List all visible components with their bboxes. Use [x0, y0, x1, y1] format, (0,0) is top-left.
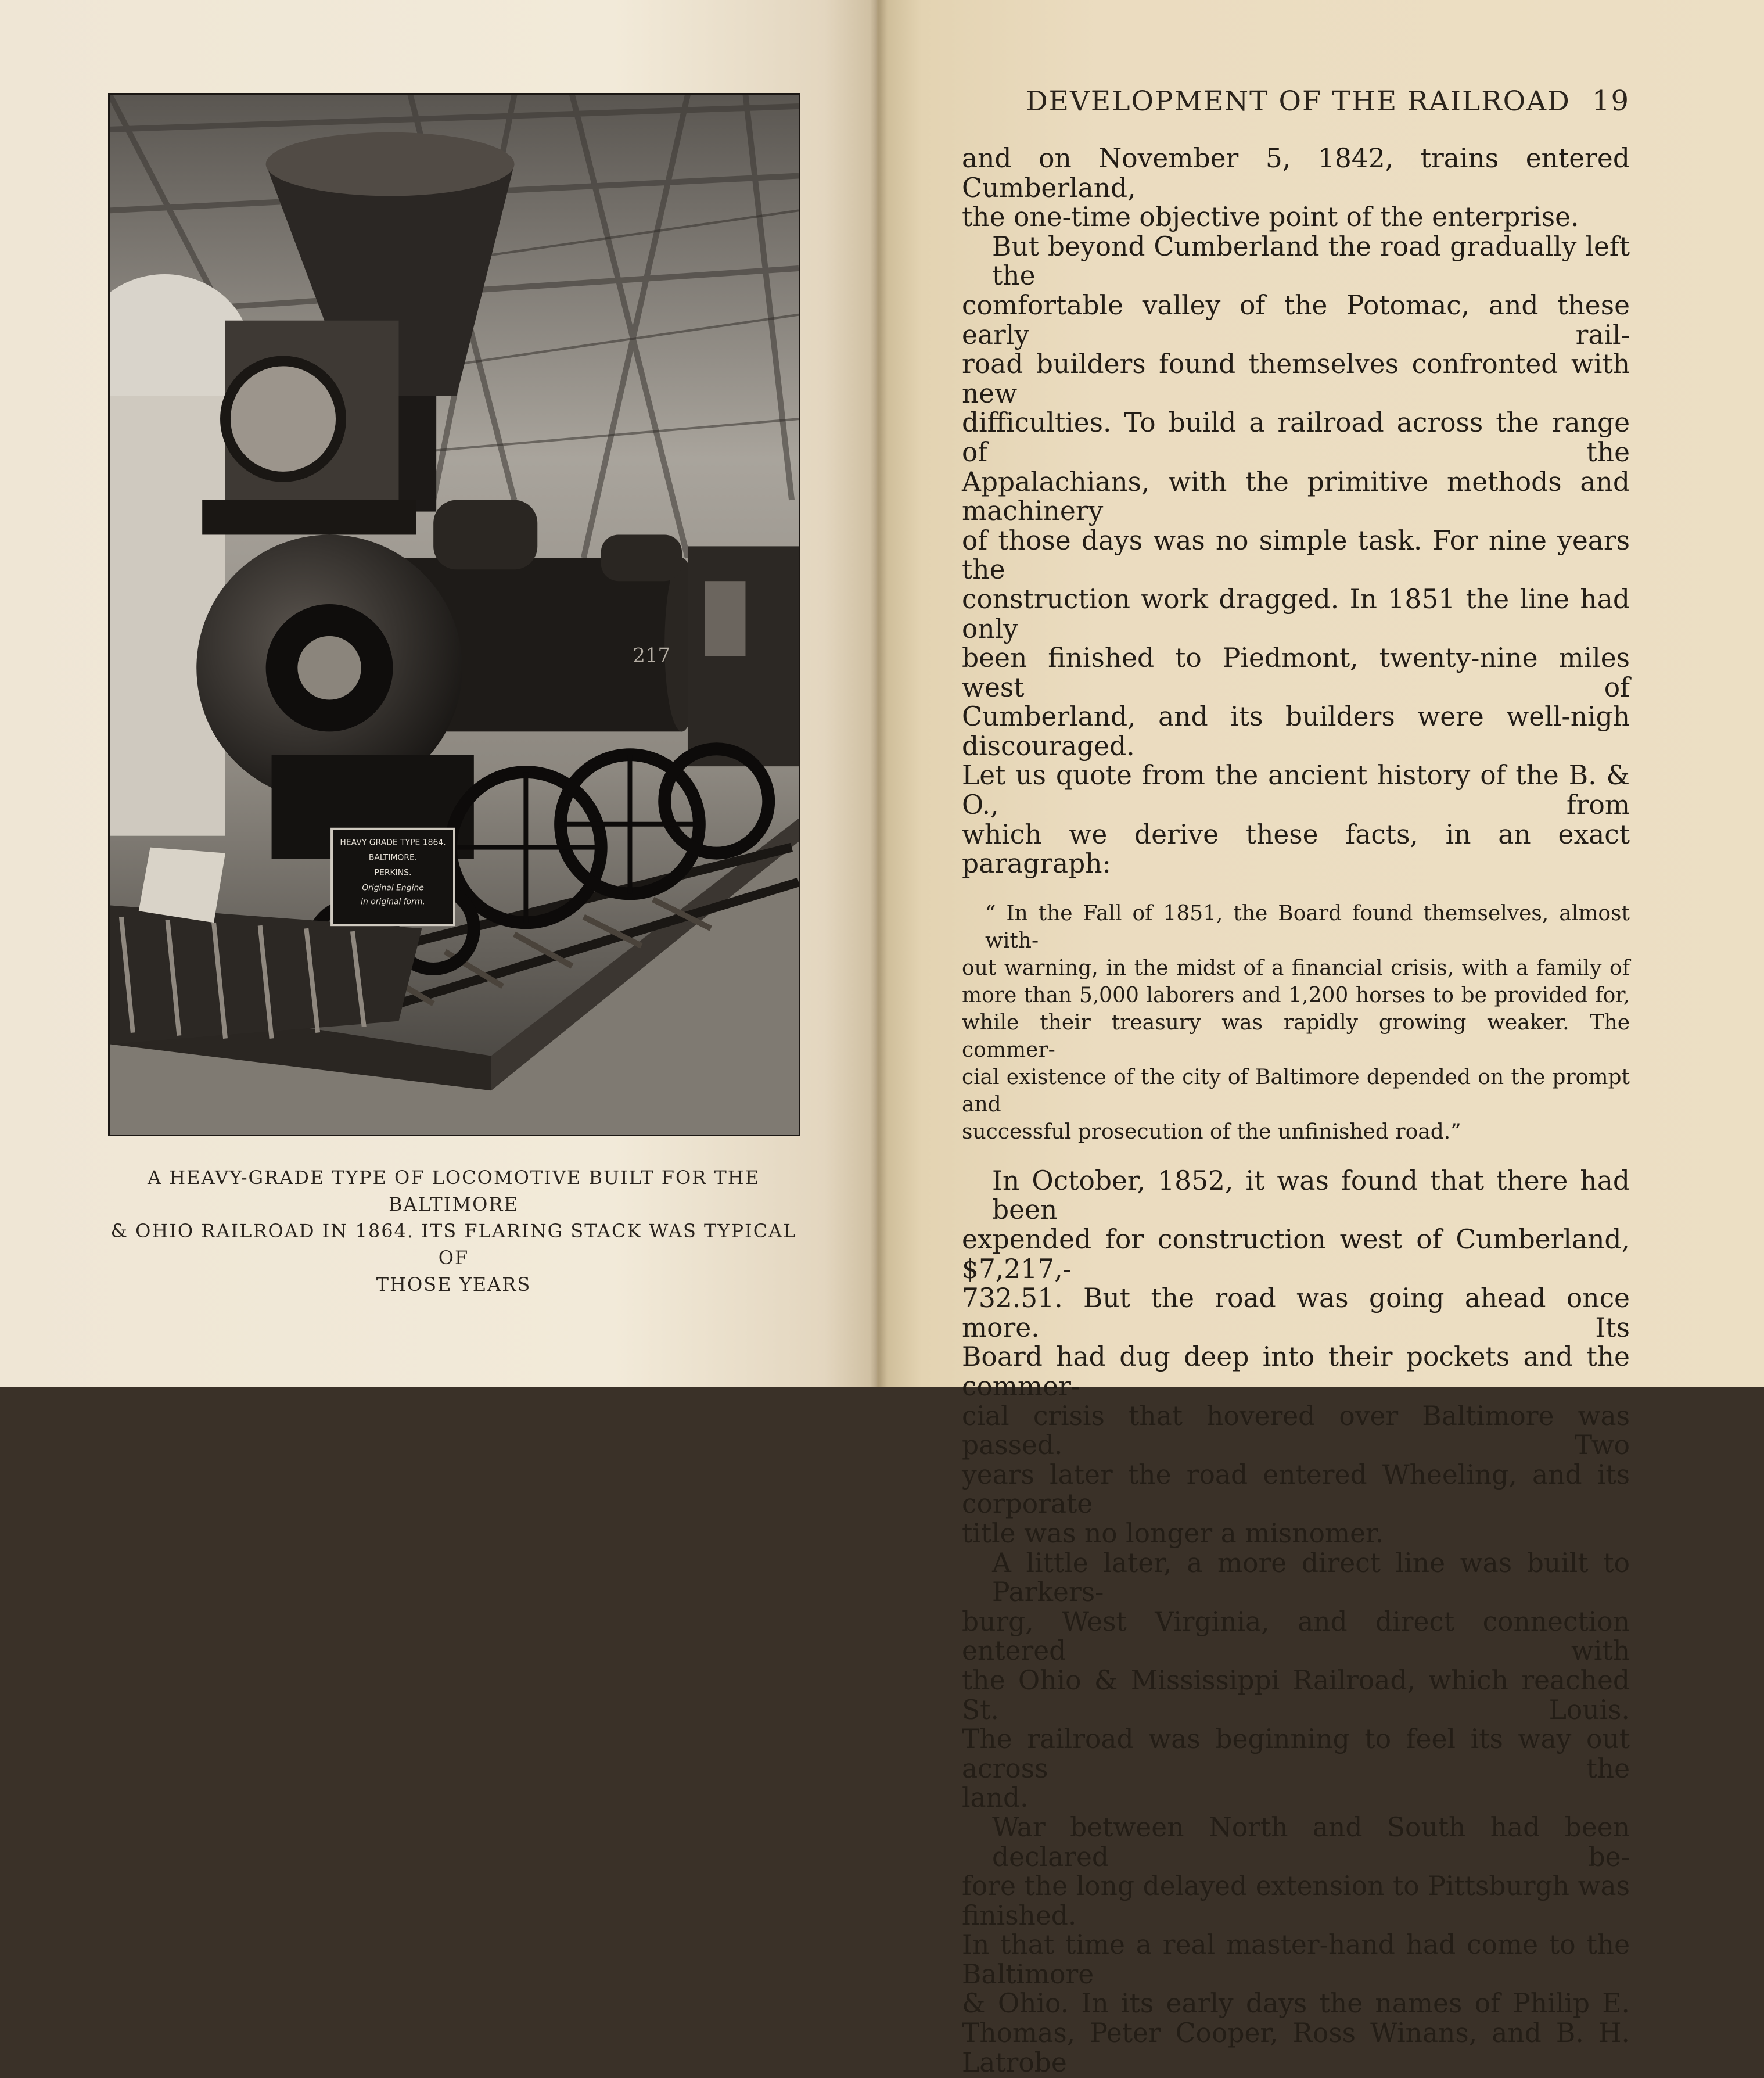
text-line: But beyond Cumberland the road gradually left the [992, 231, 1630, 292]
text-line: and on November 5, 1842, trains entered Cumberland, [962, 143, 1630, 203]
page-number: 19 [1591, 85, 1630, 117]
quote-line: “ In the Fall of 1851, the Board found themselves, almost with- [985, 901, 1630, 953]
text-line: Board had dug deep into their pockets and the commer- [962, 1341, 1630, 1402]
text-line: comfortable valley of the Potomac, and these early rail- [962, 289, 1630, 350]
sign-line-5: in original form. [361, 897, 425, 907]
sign-line-1: HEAVY GRADE TYPE 1864. [340, 838, 446, 848]
paragraph [962, 144, 1630, 232]
quote-line: successful prosecution of the unfinished road.” [962, 1119, 1461, 1144]
text-line: Appalachians, with the primitive methods and machinery [962, 466, 1630, 527]
quote-line: while their treasury was rapidly growing weaker. The commer- [962, 1010, 1630, 1062]
text-line: Let us quote from the ancient history of the B. & O., from [962, 760, 1630, 821]
text-line: the Ohio & Mississippi Railroad, which reached St. Louis. [962, 1664, 1630, 1725]
text-line: In that time a real master-hand had come to the Baltimore [962, 1929, 1630, 1990]
text-line: A little later, a more direct line was built to Parkers- [992, 1547, 1630, 1608]
sign-line-2: BALTIMORE. [368, 853, 418, 863]
paragraph [962, 1549, 1630, 1813]
left-page [0, 0, 877, 1387]
quote-line: out warning, in the midst of a financial crisis, with a family of [962, 956, 1630, 980]
sign-line-3: PERKINS. [374, 868, 412, 878]
caption-line: THOSE YEARS [376, 1273, 531, 1295]
sign-line-4: Original Engine [362, 883, 424, 893]
text-line: burg, West Virginia, and direct connection entered with [962, 1606, 1630, 1667]
text-line: War between North and South had been declared be- [992, 1811, 1630, 1872]
paragraph [962, 232, 1630, 879]
text-line: difficulties. To build a railroad across the range of the [962, 407, 1630, 468]
text-line: expended for construction west of Cumberland, $7,217,- [962, 1224, 1630, 1284]
caption-line: A HEAVY-GRADE TYPE OF LOCOMOTIVE BUILT FOR THE BALTIMORE [147, 1167, 760, 1215]
block-quote [962, 900, 1630, 1146]
quote-line: more than 5,000 laborers and 1,200 horses to be provided for, [962, 983, 1630, 1007]
running-head-title: DEVELOPMENT OF THE RAILROAD [1026, 85, 1571, 117]
book-gutter [870, 0, 888, 1387]
text-line: Thomas, Peter Cooper, Ross Winans, and B. H. Latrobe [962, 2018, 1630, 2078]
text-line: title was no longer a misnomer. [962, 1517, 1384, 1549]
text-line: Cumberland, and its builders were well-nigh discouraged. [962, 701, 1630, 762]
text-line: construction work dragged. In 1851 the line had only [962, 583, 1630, 644]
text-line: In October, 1852, it was found that there had been [992, 1165, 1630, 1226]
text-line: which we derive these facts, in an exact paragraph: [962, 819, 1630, 880]
locomotive-photo [108, 93, 800, 1136]
paragraph [962, 1167, 1630, 1549]
locomotive-illustration [110, 95, 799, 1135]
text-line: of those days was no simple task. For nine years the [962, 525, 1630, 586]
text-line: land. [962, 1782, 1029, 1814]
text-line: years later the road entered Wheeling, and its corporate [962, 1459, 1630, 1520]
text-line: been finished to Piedmont, twenty-nine miles west of [962, 643, 1630, 703]
paragraph [962, 1813, 1630, 2077]
running-head [1026, 85, 1630, 117]
text-line: The railroad was beginning to feel its way out across the [962, 1724, 1630, 1784]
text-line: 732.51. But the road was going ahead once more. Its [962, 1283, 1630, 1343]
photo-caption [102, 1164, 805, 1298]
body-text [962, 144, 1630, 2077]
text-line: cial crisis that hovered over Baltimore was passed. Two [962, 1400, 1630, 1461]
text-line: the one-time objective point of the enterprise. [962, 202, 1579, 233]
text-line: fore the long delayed extension to Pittsburgh was finished. [962, 1871, 1630, 1931]
text-line: & Ohio. In its early days the names of Philip E. [962, 1988, 1630, 2019]
quote-line: cial existence of the city of Baltimore depended on the prompt and [962, 1065, 1630, 1117]
text-line: road builders found themselves confronted with new [962, 349, 1630, 409]
caption-line: & OHIO RAILROAD IN 1864. ITS FLARING STACK WAS TYPICAL OF [110, 1220, 797, 1269]
cab-number: 217 [633, 644, 670, 667]
